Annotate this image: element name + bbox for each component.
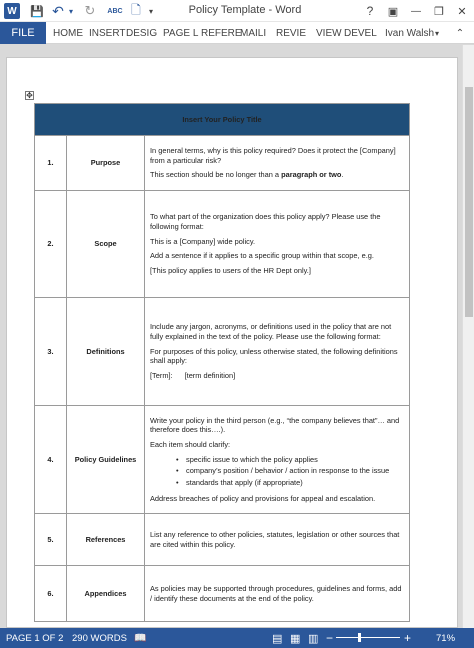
table-row xyxy=(35,566,410,622)
term-definition-line: [Term]: [term definition] xyxy=(150,370,236,380)
redo-icon[interactable]: ↻ xyxy=(84,3,96,18)
tab-file[interactable]: FILE xyxy=(0,22,46,44)
customize-qat-icon[interactable]: ▾ xyxy=(148,6,153,16)
row-number: 2. xyxy=(35,191,67,298)
row-label: Policy Guidelines xyxy=(67,406,145,514)
content-paragraph: Include any jargon, acronyms, or definitions used in the policy that are not fully explained in the text of the policy. Please use the following format: xyxy=(150,322,392,342)
spelling-grammar-icon[interactable]: ABC xyxy=(107,7,123,15)
list-item: • company’s position / behavior / action in response to the issue xyxy=(176,466,390,476)
undo-icon[interactable]: ↶ xyxy=(52,2,64,19)
row-number: 1. xyxy=(35,136,67,191)
bullet-icon: • xyxy=(176,454,179,464)
restore-button[interactable]: ❐ xyxy=(434,5,444,18)
bullet-list xyxy=(176,455,404,488)
save-icon[interactable]: 💾 xyxy=(30,5,44,18)
word-app-icon[interactable]: W xyxy=(4,3,20,19)
title-bar xyxy=(0,0,474,22)
bullet-icon: • xyxy=(176,477,179,487)
page-count[interactable]: PAGE 1 OF 2 xyxy=(6,632,64,644)
user-account[interactable]: Ivan Walsh xyxy=(385,27,435,39)
zoom-in-button[interactable]: + xyxy=(404,631,412,645)
tab-home[interactable]: HOME xyxy=(53,27,83,39)
tab-mailings[interactable]: MAILI xyxy=(240,27,267,39)
table-row xyxy=(35,191,410,298)
help-button[interactable]: ? xyxy=(366,4,374,18)
row-label: Appendices xyxy=(67,566,145,622)
user-dropdown-icon[interactable]: ▾ xyxy=(435,28,440,38)
new-document-icon[interactable]: 🗋 xyxy=(131,2,141,17)
minimize-button[interactable]: — xyxy=(411,5,421,17)
tab-references[interactable]: REFERE xyxy=(201,27,242,39)
content-paragraph: Each item should clarify: xyxy=(150,440,231,450)
word-count[interactable]: 290 WORDS xyxy=(72,632,127,644)
row-label: References xyxy=(67,514,145,566)
bullet-icon: • xyxy=(176,466,179,476)
table-row xyxy=(35,136,410,191)
content-paragraph: List any reference to other policies, statutes, legislation or other sources that are cited within this policy. xyxy=(150,529,400,549)
tab-insert[interactable]: INSERT xyxy=(89,27,126,39)
table-row xyxy=(35,514,410,566)
tab-view[interactable]: VIEW xyxy=(316,27,342,39)
content-paragraph: This is a [Company] wide policy. xyxy=(150,236,256,246)
vertical-scrollbar[interactable] xyxy=(462,45,474,628)
tab-review[interactable]: REVIE xyxy=(276,27,307,39)
document-page[interactable] xyxy=(6,57,458,628)
content-paragraph: [This policy applies to users of the HR Dept only.] xyxy=(150,265,311,275)
policy-table xyxy=(34,103,410,622)
content-paragraph: In general terms, why is this policy required? Does it protect the [Company] from a particular risk? xyxy=(150,146,396,165)
document-area[interactable] xyxy=(0,45,474,628)
table-move-handle-icon[interactable]: ✥ xyxy=(26,91,33,100)
row-content[interactable] xyxy=(145,298,410,406)
tab-design[interactable]: DESIG xyxy=(126,27,158,39)
read-mode-icon[interactable]: ▤ xyxy=(272,632,283,645)
collapse-ribbon-icon[interactable]: ⌃ xyxy=(455,27,465,39)
content-paragraph: To what part of the organization does this policy apply? Please use the following format: xyxy=(150,212,381,232)
content-paragraph: This section should be no longer than a paragraph or two. xyxy=(150,170,344,180)
table-row xyxy=(35,298,410,406)
scrollbar-thumb[interactable] xyxy=(465,87,473,317)
zoom-out-button[interactable]: − xyxy=(326,631,334,645)
policy-title[interactable]: Insert Your Policy Title xyxy=(35,104,410,136)
list-item: • specific issue to which the policy applies xyxy=(176,454,318,464)
row-content[interactable] xyxy=(145,406,410,514)
content-paragraph: Address breaches of policy and provisions for appeal and escalation. xyxy=(150,493,376,503)
row-label: Scope xyxy=(67,191,145,298)
close-button[interactable]: ✕ xyxy=(457,5,467,18)
content-paragraph: As policies may be supported through procedures, guidelines and forms, add / identify these documents at the end of the policy. xyxy=(150,583,402,603)
zoom-slider[interactable] xyxy=(336,637,400,638)
row-number: 6. xyxy=(35,566,67,622)
content-paragraph: Add a sentence if it applies to a specific group within that scope, e.g. xyxy=(150,251,374,261)
proofing-icon[interactable]: 📖 xyxy=(134,632,147,644)
row-content[interactable] xyxy=(145,566,410,622)
zoom-level[interactable]: 71% xyxy=(436,632,456,644)
ribbon-tabs xyxy=(0,22,474,44)
web-layout-icon[interactable]: ▥ xyxy=(308,632,319,645)
row-content[interactable] xyxy=(145,136,410,191)
table-row xyxy=(35,406,410,514)
content-paragraph: For purposes of this policy, unless otherwise stated, the following definitions shall apply: xyxy=(150,346,398,366)
content-paragraph: Write your policy in the third person (e.g., “the company believes that”… and therefore does this….). xyxy=(150,415,400,435)
print-layout-icon[interactable]: ▦ xyxy=(290,632,301,645)
ribbon-display-options-icon[interactable]: ▣ xyxy=(387,5,399,18)
tab-developer[interactable]: DEVEL xyxy=(344,27,377,39)
row-content[interactable] xyxy=(145,191,410,298)
zoom-slider-thumb[interactable] xyxy=(358,633,361,642)
row-number: 5. xyxy=(35,514,67,566)
row-label: Purpose xyxy=(67,136,145,191)
status-bar xyxy=(0,628,474,648)
row-number: 3. xyxy=(35,298,67,406)
undo-dropdown-icon[interactable]: ▾ xyxy=(68,6,73,16)
window-title: Policy Template - Word xyxy=(188,4,302,16)
tab-page-layout[interactable]: PAGE L xyxy=(163,27,199,39)
row-label: Definitions xyxy=(67,298,145,406)
row-content[interactable] xyxy=(145,514,410,566)
list-item: • standards that apply (if appropriate) xyxy=(176,477,303,487)
row-number: 4. xyxy=(35,406,67,514)
